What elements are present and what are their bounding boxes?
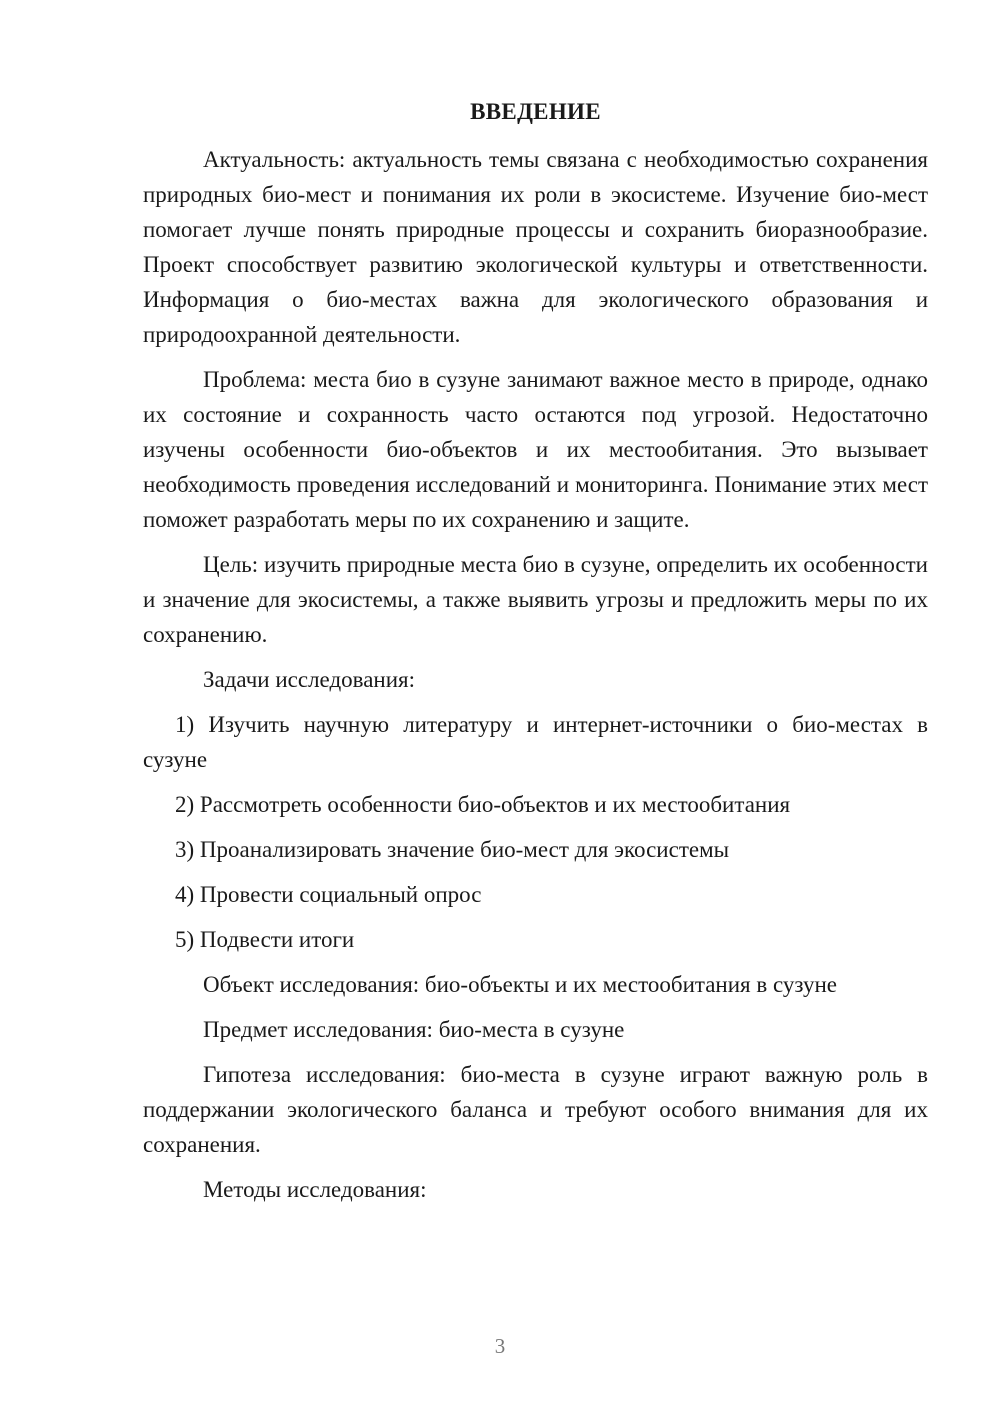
task-item: 2) Рассмотреть особенности био-объектов и их местообитания [175, 792, 791, 817]
task-item: 1) Изучить научную литературу и интернет-источники о био-местах в сузуне [143, 712, 928, 772]
hypothesis-paragraph: Гипотеза исследования: био-места в сузуне играют важную роль в поддержании экологического баланса и требуют особого внимания для их сохранения. [143, 1062, 928, 1157]
problem-paragraph: Проблема: места био в сузуне занимают важное место в природе, однако их состояние и сохранность часто остаются под угрозой. Недостаточно изучены особенности био-объектов и их местообитания. Это вызывает необходимость проведения исследований и мониторинга. Понимание этих мест поможет разработать меры по их сохранению и защите. [143, 367, 928, 532]
document-body [143, 142, 928, 1207]
methods-heading: Методы исследования: [203, 1177, 427, 1202]
task-item: 3) Проанализировать значение био-мест для экосистемы [175, 837, 730, 862]
goal-paragraph: Цель: изучить природные места био в сузуне, определить их особенности и значение для экосистемы, а также выявить угрозы и предложить меры по их сохранению. [143, 552, 928, 647]
task-item: 5) Подвести итоги [175, 927, 355, 952]
page-number: 3 [494, 1334, 506, 1358]
subject-paragraph: Предмет исследования: био-места в сузуне [203, 1017, 625, 1042]
task-item: 4) Провести социальный опрос [175, 882, 482, 907]
object-paragraph: Объект исследования: био-объекты и их местообитания в сузуне [203, 972, 837, 997]
page-title: ВВЕДЕНИЕ [470, 99, 601, 124]
tasks-heading: Задачи исследования: [203, 667, 416, 692]
relevance-paragraph: Актуальность: актуальность темы связана с необходимостью сохранения природных био-мест и понимания их роли в экосистеме. Изучение био-мест помогает лучше понять природные процессы и сохранить биоразнообразие. Проект способствует развитию экологической культуры и ответственности. Информация о био-местах важна для экологического образования и природоохранной деятельности. [143, 147, 928, 347]
